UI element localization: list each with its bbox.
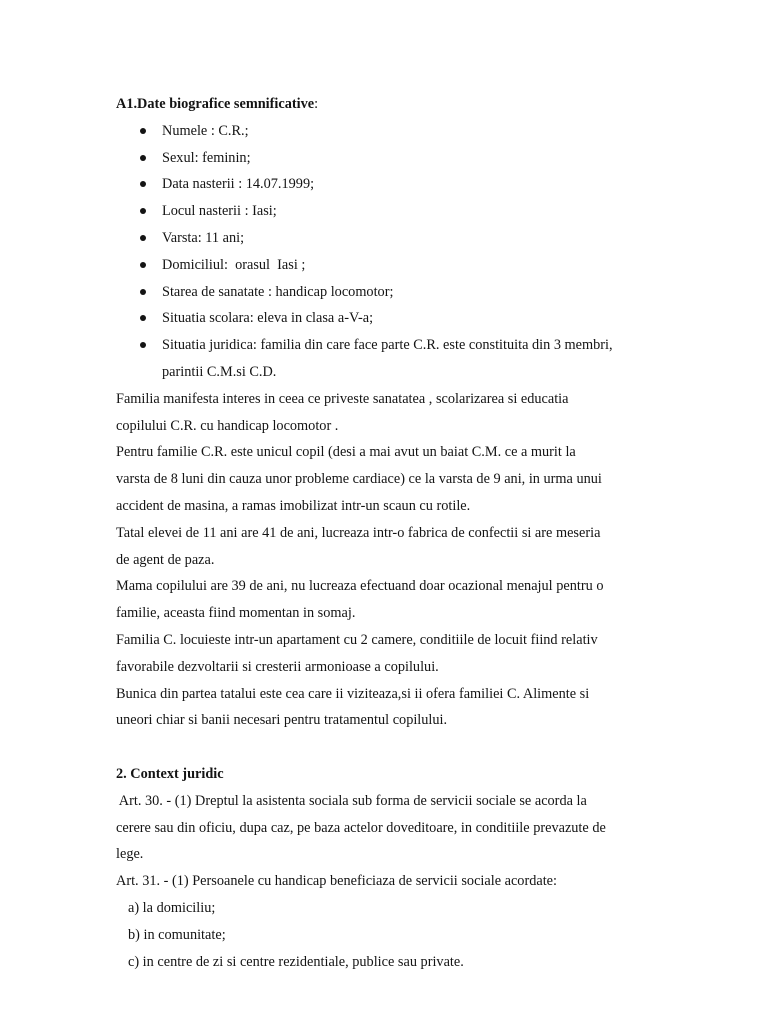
paragraph-family-interest [116,386,656,440]
list-item-text: Data nasterii : 14.07.1999; [162,176,315,193]
bullet-icon [140,342,146,348]
text-line: Familia C. locuieste intr-un apartament cu 2 camere, conditiile de locuit fiind relativ [116,631,598,648]
list-item-text: Numele : C.R.; [162,122,249,139]
bullet-icon [140,128,146,134]
list-item-text: Situatia juridica: familia din care face parte C.R. este constituita din 3 membri, [162,337,613,354]
list-item [116,171,656,198]
bullet-icon [140,235,146,241]
list-item-text: Locul nasterii : Iasi; [162,203,277,220]
text-line: Familia manifesta interes in ceea ce priveste sanatatea , scolarizarea si educatia [116,390,569,407]
paragraph-father [116,520,656,574]
list-item-text-continued: parintii C.M.si C.D. [162,363,277,380]
text-line: accident de masina, a ramas imobilizat intr-un scaun cu rotile. [116,497,471,514]
text-line: varsta de 8 luni din cauza unor probleme cardiace) ce la varsta de 9 ani, in urma unui [116,471,602,488]
text-line: lege. [116,846,144,863]
sub-item: b) in comunitate; [128,926,226,943]
list-item [116,279,656,306]
text-line: favorabile dezvoltarii si cresterii armonioase a copilului. [116,658,439,675]
text-line: Bunica din partea tatalui este cea care ii viziteaza,si ii ofera familiei C. Alimente si [116,685,590,702]
list-item [116,198,656,225]
list-item-text: Situatia scolara: eleva in clasa a-V-a; [162,310,374,327]
list-item-text: Starea de sanatate : handicap locomotor; [162,283,394,300]
text-line: Art. 31. - (1) Persoanele cu handicap beneficiaza de servicii sociale acordate: [116,873,558,890]
paragraph-mother [116,573,656,627]
list-item [116,118,656,145]
text-line: cerere sau din oficiu, dupa caz, pe baza actelor doveditoare, in conditiile prevazute de [116,819,606,836]
list-item [116,252,656,279]
sub-item: c) in centre de zi si centre rezidentiale, publice sau private. [128,953,464,970]
bullet-icon [140,155,146,161]
heading-text: A1.Date biografice semnificative [116,96,315,112]
text-line: Art. 30. - (1) Dreptul la asistenta sociala sub forma de servicii sociale se acorda la [116,792,587,809]
text-line: Mama copilului are 39 de ani, nu lucreaza efectuand doar ocazional menajul pentru o [116,578,604,595]
paragraph-art-30 [116,788,656,868]
text-line: familie, aceasta fiind momentan in somaj. [116,605,356,622]
text-line: Pentru familie C.R. este unicul copil (desi a mai avut un baiat C.M. ce a murit la [116,444,576,461]
text-line: uneori chiar si banii necesari pentru tratamentul copilului. [116,712,448,729]
biographical-list [116,118,656,386]
paragraph-only-child [116,439,656,519]
sub-item: a) la domiciliu; [128,899,216,916]
section-heading-legal-context: 2. Context juridic [116,765,224,782]
paragraph-art-31 [116,868,656,975]
paragraph-housing [116,627,656,681]
bullet-icon [140,262,146,268]
text-line: de agent de paza. [116,551,215,568]
blank-line [116,734,656,761]
paragraph-grandmother [116,681,656,735]
document-content [116,91,656,975]
bullet-icon [140,208,146,214]
list-item-text: Varsta: 11 ani; [162,229,245,246]
bullet-icon [140,181,146,187]
text-line: Tatal elevei de 11 ani are 41 de ani, lucreaza intr-o fabrica de confectii si are meseria [116,524,601,541]
section-heading-biographical [116,91,656,118]
list-item [116,305,656,332]
heading-colon: : [314,96,319,112]
bullet-icon [140,289,146,295]
list-item [116,225,656,252]
bullet-icon [140,315,146,321]
list-item-text: Domiciliul: orasul Iasi ; [162,256,306,273]
list-item [116,145,656,172]
list-item [116,332,656,386]
list-item-text: Sexul: feminin; [162,149,251,166]
text-line: copilului C.R. cu handicap locomotor . [116,417,339,434]
